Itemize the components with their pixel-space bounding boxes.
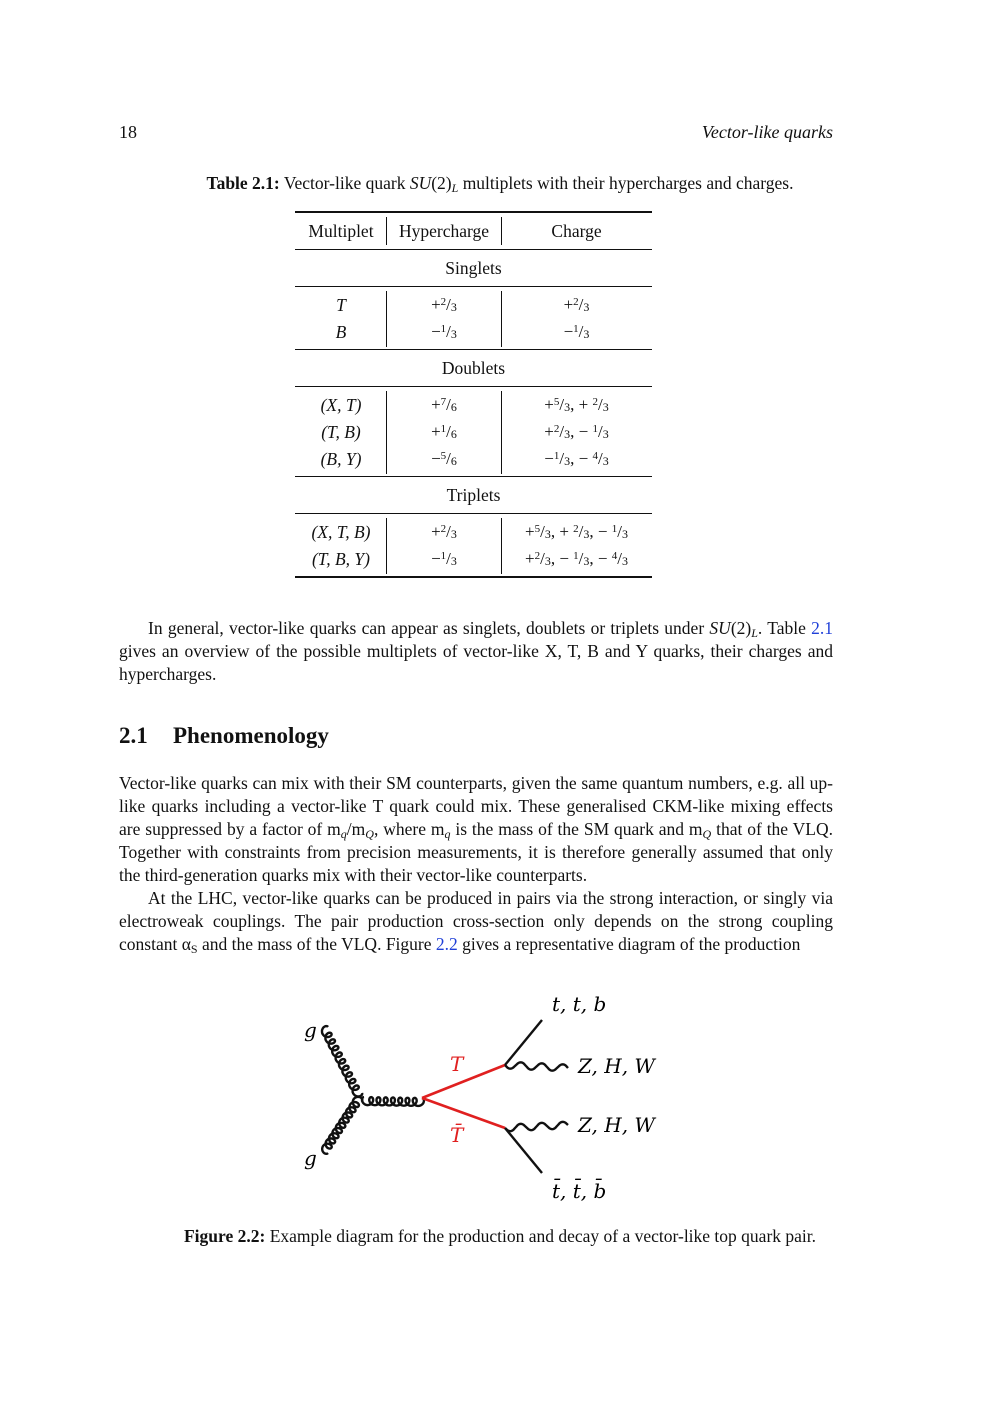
body-paragraph-1: [119, 772, 833, 887]
row-b-hypercharge: $-^1/_3$: [431, 322, 457, 341]
row-t-multiplet: T: [336, 295, 346, 315]
label-zhw-bottom: Z, H, W: [578, 1113, 655, 1137]
vline: [501, 291, 502, 347]
row-tby-hypercharge: $-^1/_3$: [431, 549, 457, 568]
body-text: is the mass of the SM quark and m: [450, 819, 703, 839]
body-text: Vector-like quarks can mix with their SM counterparts, given the same quantum numbers, e.g. all up-like quarks including a vector-like T quark could mix. These generalised CKM-like mixing effects are suppressed by a factor of m: [119, 773, 833, 839]
table-caption-pre: Vector-like quark: [283, 173, 410, 193]
mid-rule: [295, 476, 652, 477]
header-charge: Charge: [551, 221, 602, 241]
row-by-multiplet: (B, Y): [320, 449, 362, 469]
row-xt-multiplet: (X, T): [320, 395, 362, 415]
vline: [501, 518, 502, 574]
header-hypercharge: Hypercharge: [398, 221, 490, 241]
intro-text: In general, vector-like quarks can appear as singlets, doublets or triplets under: [148, 618, 710, 638]
t-line: [422, 1065, 505, 1098]
table-caption: [0, 172, 1000, 194]
body-text: gives a representative diagram of the production: [457, 934, 801, 954]
bottom-rule: [295, 576, 652, 578]
row-tb-charge: $+^2/_3$, − $^1/_3$: [544, 422, 609, 441]
top-quark-line: [505, 1020, 542, 1065]
table-ref-link[interactable]: 2.1: [811, 618, 833, 638]
vline: [501, 391, 502, 474]
mid-rule: [295, 349, 652, 350]
intro-text: . Table: [757, 618, 812, 638]
figure-caption: [0, 1225, 1000, 1247]
bottom-quark-line: [505, 1128, 542, 1173]
vline: [386, 217, 387, 245]
label-tbar: T̄: [450, 1123, 464, 1147]
body-text: and the mass of the VLQ. Figure: [197, 934, 436, 954]
table-caption-math: SU: [409, 173, 432, 193]
vline: [386, 391, 387, 474]
mid-rule: [295, 286, 652, 287]
tbar-line: [422, 1098, 505, 1128]
section-title: Phenomenology: [173, 723, 329, 748]
label-g-top: g: [304, 1018, 317, 1042]
section-heading: [119, 723, 329, 749]
decay-lines: [505, 1020, 568, 1173]
feynman-diagram: [290, 985, 690, 1205]
row-by-hypercharge: $-^5/_6$: [431, 449, 457, 468]
row-tb-multiplet: (T, B): [321, 422, 361, 442]
row-tby-multiplet: (T, B, Y): [311, 549, 370, 569]
intro-sub: L: [751, 626, 758, 640]
vline: [386, 518, 387, 574]
row-t-charge: $+^2/_3$: [563, 295, 590, 314]
table-caption-label: Table 2.1:: [206, 173, 280, 193]
gluon-bottom: [322, 1097, 362, 1154]
body-text: that of the VLQ. Together with constraints from precision measurements, it is therefore generally assumed that only the third-generation quarks mix with their vector-like counterparts.: [119, 819, 833, 885]
row-t-hypercharge: $+^2/_3$: [431, 295, 457, 314]
intro-paragraph: [119, 617, 833, 686]
top-rule: [295, 211, 652, 213]
body-text: , where m: [373, 819, 445, 839]
mid-rule: [295, 513, 652, 514]
row-xtb-charge: $+^5/_3$, + $^2/_3$, − $^1/_3$: [525, 522, 628, 541]
mid-rule: [295, 386, 652, 387]
vline: [386, 291, 387, 347]
row-tby-charge: $+^2/_3$, − $^1/_3$, − $^4/_3$: [525, 549, 628, 568]
row-xtb-multiplet: (X, T, B): [311, 522, 371, 542]
label-t: T: [450, 1052, 464, 1076]
boson-top: [505, 1062, 568, 1070]
intro-math: SU: [709, 618, 731, 638]
row-b-charge: $-^1/_3$: [563, 322, 590, 341]
figure-caption-label: Figure 2.2:: [183, 1226, 266, 1246]
figure-caption-text: Example diagram for the production and decay of a vector-like top quark pair.: [265, 1226, 817, 1246]
row-tb-hypercharge: $+^1/_6$: [431, 422, 457, 441]
group-doublets: Doublets: [441, 358, 506, 378]
label-top-out: t, t, b: [552, 992, 607, 1016]
figure-ref-link[interactable]: 2.2: [435, 934, 458, 954]
mid-rule: [295, 249, 652, 250]
section-number: 2.1: [119, 723, 148, 748]
body-text: At the LHC, vector-like quarks can be produced in pairs via the strong interaction, or singly via electroweak couplings. The pair production cross-section only depends on the strong coupling constant α: [119, 888, 833, 954]
page-number: 18: [119, 122, 137, 142]
boson-bottom: [505, 1122, 568, 1131]
body-paragraph-2: [119, 887, 833, 956]
group-triplets: Triplets: [446, 485, 501, 505]
body-sub: q: [444, 827, 451, 841]
header-multiplet: Multiplet: [308, 221, 374, 241]
group-singlets: Singlets: [445, 258, 502, 278]
body-sub: Q: [365, 827, 374, 841]
row-xt-charge: $+^5/_3$, + $^2/_3$: [544, 395, 609, 414]
body-sub: S: [190, 942, 198, 956]
row-xtb-hypercharge: $+^2/_3$: [431, 522, 457, 541]
table-caption-post: multiplets with their hypercharges and charges.: [458, 173, 794, 193]
body-sub: q: [340, 827, 347, 841]
intro-paren: (2): [730, 618, 752, 638]
table-caption-sub: L: [451, 181, 459, 195]
label-bottom-out: t̄, t̄, b̄: [552, 1179, 607, 1203]
running-title: Vector-like quarks: [701, 122, 833, 142]
row-xt-hypercharge: $+^7/_6$: [431, 395, 457, 414]
vline: [501, 217, 502, 245]
label-g-bottom: g: [304, 1146, 317, 1170]
row-by-charge: $-^1/_3$, − $^4/_3$: [544, 449, 609, 468]
body-sub: Q: [702, 827, 712, 841]
gluon-propagator: [362, 1097, 424, 1106]
table-caption-paren: (2): [431, 173, 452, 193]
body-text: /m: [346, 819, 366, 839]
gluon-top: [322, 1026, 362, 1096]
label-zhw-top: Z, H, W: [578, 1054, 655, 1078]
row-b-multiplet: B: [335, 322, 347, 342]
intro-text: gives an overview of the possible multiplets of vector-like X, T, B and Y quarks, their charges and hypercharges.: [119, 641, 833, 684]
gluon-lines: [322, 1026, 424, 1154]
vlq-lines: [422, 1065, 505, 1128]
